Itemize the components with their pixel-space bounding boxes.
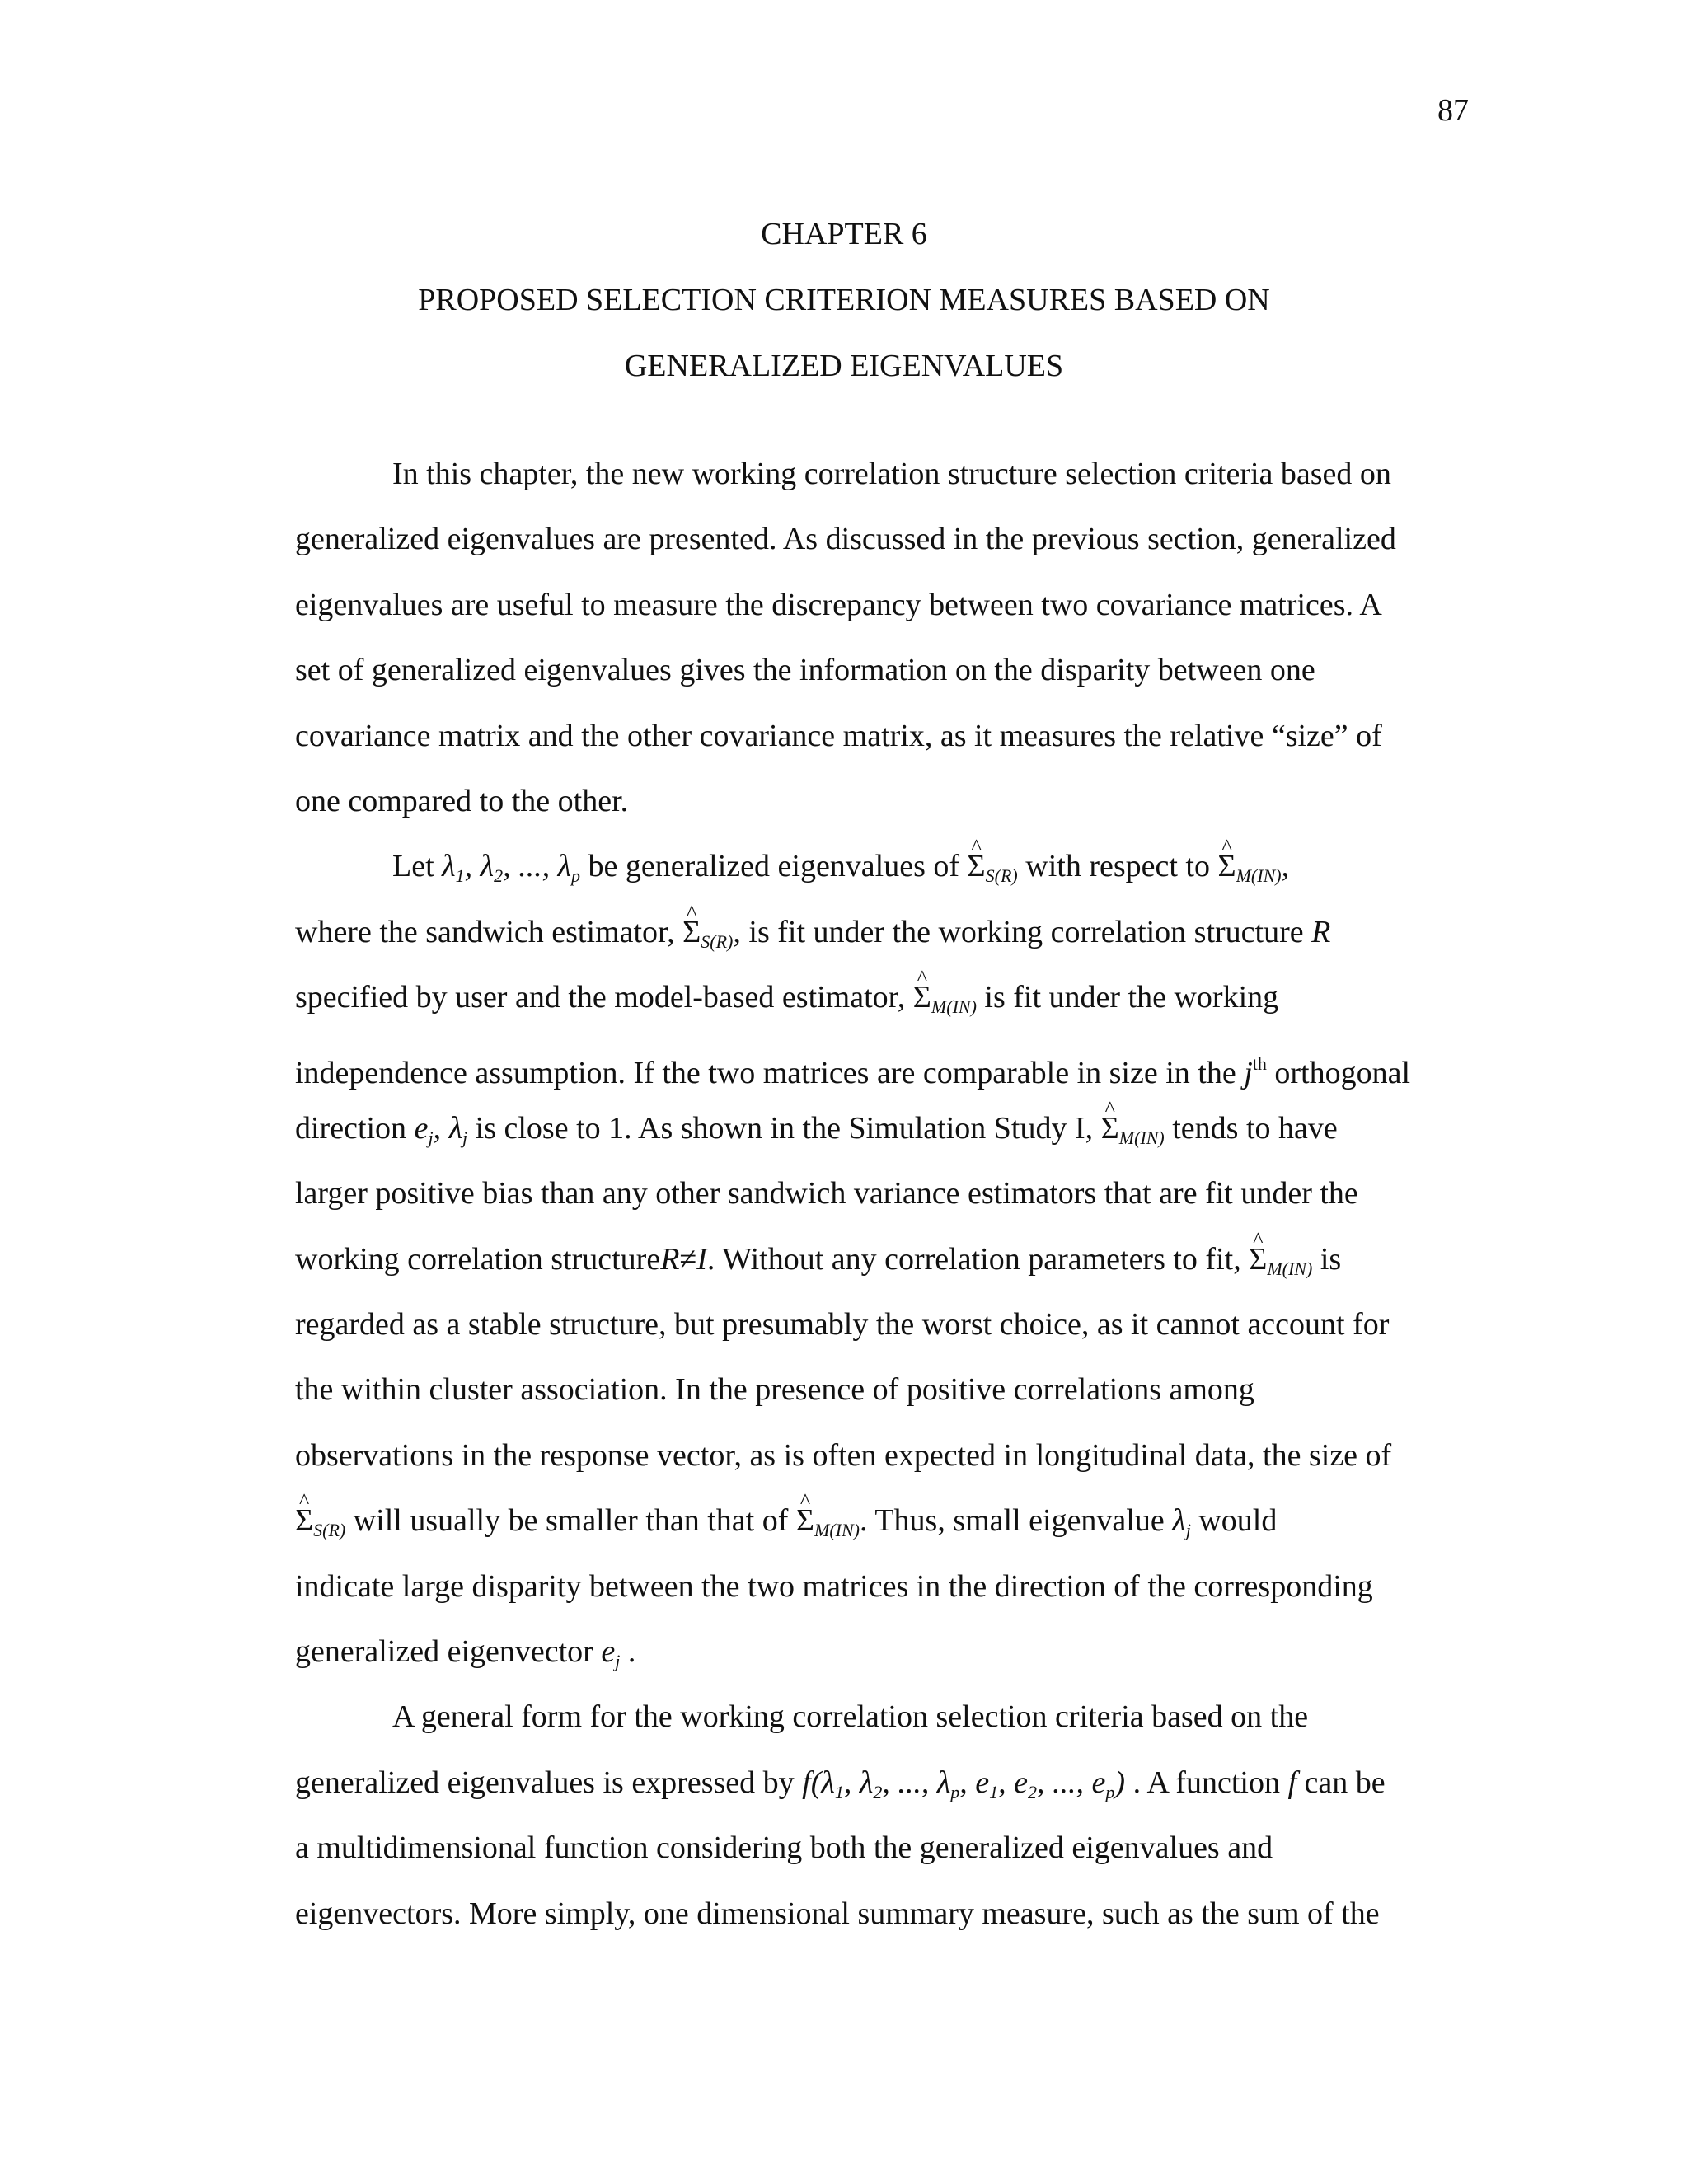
eigenvalue-list: $\lambda_1$, $\lambda_2$, ..., $\lambda_p$ [442,849,581,887]
sigma-hat-sr: ^ Σ [295,1488,313,1554]
paragraph-1-line-2: generalized eigenvalues are presented. As discussed in the previous section, generalized [295,522,1396,557]
sigma-hat-min: ^ Σ [796,1488,814,1554]
paragraph-2-line-5: direction $e_j$, $\lambda_j$ is close to 1. As shown in the Simulation Study I, ^ $\Sigma_{M(IN)}$ tends to have [295,1096,1465,1161]
paragraph-2-line-13: generalized eigenvector $e_j$ . [295,1634,636,1672]
sigma-hat-min: ^ Σ [1217,834,1236,899]
paragraph-2-line-9: the within cluster association. In the presence of positive correlations among [295,1372,1254,1408]
paragraph-1-line-1: In this chapter, the new working correlation structure selection criteria based on [392,457,1391,491]
paragraph-2-line-1: Let $\lambda_1$, $\lambda_2$, ..., $\lambda_p$ be generalized eigenvalues of ^ $\Sigma_{S(R)}$ with respect to ^ $\Sigma_{M(IN)}$, [295,834,1465,899]
criterion-function: $f(\lambda_1$, $\lambda_2$, ..., $\lambda_p$, $e_1$, $e_2$, ..., $e_p$) [802,1765,1126,1802]
paragraph-3-line-4: eigenvectors. More simply, one dimensional summary measure, such as the sum of the [295,1896,1380,1931]
paragraph-2-line-6: larger positive bias than any other sandwich variance estimators that are fit under the [295,1176,1358,1212]
chapter-title-line-1: PROPOSED SELECTION CRITERION MEASURES BASED ON [418,283,1270,317]
paragraph-2-line-11: ^ $\Sigma_{S(R)}$ will usually be smaller than that of ^ $\Sigma_{M(IN)}$. Thus, small eigenvalue $\lambda_j$ would [295,1488,1465,1554]
paragraph-3-line-2: generalized eigenvalues is expressed by $f(\lambda_1$, $\lambda_2$, ..., $\lambda_p$, $e_1$, $e_2$, ..., $e_p$) . A function f can be [295,1765,1386,1802]
chapter-heading: CHAPTER 6 [761,217,927,251]
paragraph-2-line-8: regarded as a stable structure, but presumably the worst choice, as it cannot account for [295,1307,1390,1343]
chapter-title-line-2: GENERALIZED EIGENVALUES [624,349,1064,383]
paragraph-3-line-3: a multidimensional function considering both the generalized eigenvalues and [295,1830,1273,1866]
paragraph-2-line-12: indicate large disparity between the two matrices in the direction of the corresponding [295,1568,1373,1604]
sigma-hat-min: ^ Σ [1249,1227,1267,1292]
paragraph-1-line-5: covariance matrix and the other covariance matrix, as it measures the relative “size” of [295,718,1382,753]
paragraph-2-line-7: working correlation structureR≠I. Without any correlation parameters to fit, ^ $\Sigma_{M(IN)}$ is [295,1227,1465,1292]
sigma-hat-sr: ^ Σ [968,834,986,899]
page-number: 87 [1437,93,1469,128]
paragraph-1-line-3: eigenvalues are useful to measure the discrepancy between two covariance matrices. A [295,587,1382,622]
paragraph-2-line-4: independence assumption. If the two matrices are comparable in size in the $j^{th}$ orthogonal [295,1052,1411,1090]
sigma-hat-sr: ^ Σ [682,900,701,965]
paragraph-1-line-6: one compared to the other. [295,783,629,818]
sigma-hat-min: ^ Σ [913,965,931,1030]
sigma-hat-min: ^ Σ [1101,1096,1119,1161]
chapter-body [295,442,1465,1947]
paragraph-3-line-1: A general form for the working correlation selection criteria based on the [392,1699,1309,1735]
paragraph-2-line-2: where the sandwich estimator, ^ $\Sigma_{S(R)}$, is fit under the working correlation structure R [295,900,1465,965]
paragraph-2-line-10: observations in the response vector, as is often expected in longitudinal data, the size of [295,1437,1392,1473]
paragraph-1-line-4: set of generalized eigenvalues gives the information on the disparity between one [295,653,1315,688]
paragraph-2-line-3: specified by user and the model-based estimator, ^ $\Sigma_{M(IN)}$ is fit under the working [295,965,1465,1030]
